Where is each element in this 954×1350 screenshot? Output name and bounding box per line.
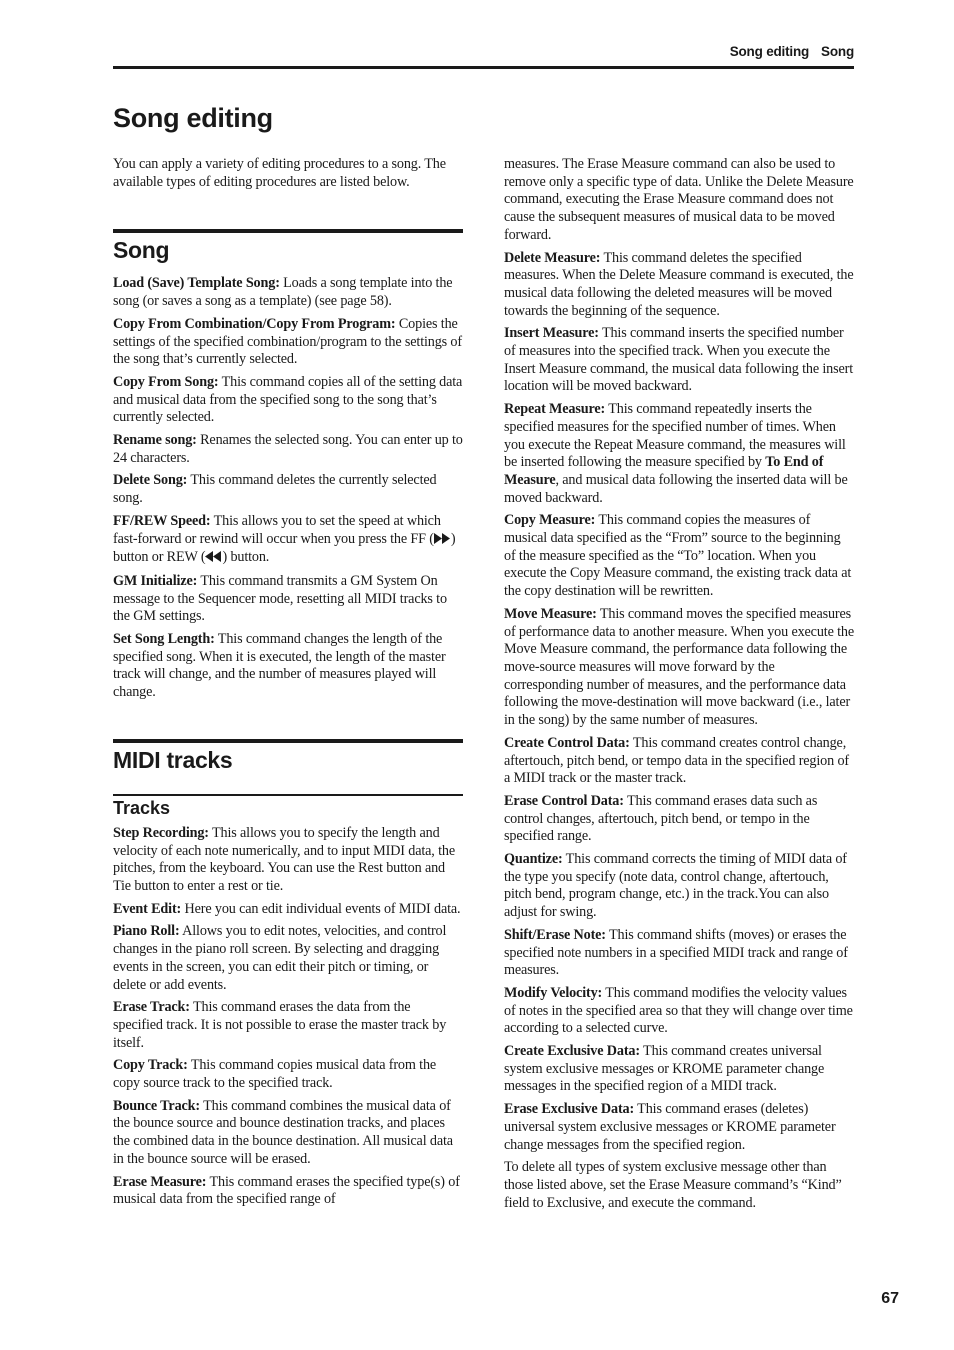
entry-term: Create Control Data: — [504, 734, 630, 751]
entry-text: This command combines the musical data of the bounce source and bounce destination tracks, and places the combined data in the bounce destination. All musical data in the bounce source will be erased. — [113, 1097, 453, 1167]
entry-term: Insert Measure: — [504, 325, 599, 342]
intro-paragraph: You can apply a variety of editing procedures to a song. The available types of editing procedures are listed below. — [113, 156, 446, 190]
song-heading: Song — [113, 237, 170, 264]
entry-text: Renames the selected song. You can enter up to 24 characters. — [113, 432, 463, 466]
entry-set-song-length — [113, 631, 463, 702]
entry-text: Here you can edit individual events of MIDI data. — [181, 900, 461, 917]
entry-emphasis: To End of Measure — [504, 454, 824, 488]
page-title: Song editing — [113, 103, 273, 133]
entry-term: Move Measure: — [504, 605, 597, 622]
entry-copy-measure — [504, 512, 854, 601]
entry-term: GM Initialize: — [113, 572, 198, 589]
entry-text: Copies the settings of the specified combination/program to the settings of the song that’s currently selected. — [113, 315, 462, 368]
entry-quantize — [504, 851, 854, 922]
entry-repeat-measure — [504, 401, 854, 507]
tracks-subheading: Tracks — [113, 797, 171, 818]
entry-shift-erase-note — [504, 927, 854, 980]
entry-ff-rew-speed — [113, 513, 463, 568]
page-number: 67 — [881, 1290, 899, 1307]
entry-text: This command corrects the timing of MIDI data of the type you specify (note data, control change, aftertouch, pitch bend, program change, etc.) in the track.You can also adjust for swing. — [504, 851, 847, 921]
entry-delete-measure — [504, 250, 854, 321]
entry-text: This command modifies the velocity values of notes in the specified area so that they will change over time according to a selected curve. — [504, 984, 853, 1037]
entry-piano-roll — [113, 923, 463, 994]
entry-term: Copy From Song: — [113, 373, 219, 390]
left-column — [113, 156, 463, 1214]
entry-copy-track — [113, 1057, 463, 1092]
entry-term: Erase Exclusive Data: — [504, 1101, 635, 1118]
entry-erase-track — [113, 999, 463, 1052]
entry-text: This allows you to specify the length and velocity of each note numerically, and to input MIDI data, the pitches, from the keyboard. You can use the Rest button and Tie button to enter a rest or tie. — [113, 824, 455, 894]
entry-text: ) button or REW ( — [113, 530, 456, 566]
entry-text: This command copies the measures of musical data specified as the “From” source to the beginning of the measure specified as the “To” location. When you execute the Copy Measure command, the existing track data at the copy destination will be rewritten. — [504, 512, 852, 600]
right-column — [504, 156, 854, 1217]
entry-term: FF/REW Speed: — [113, 512, 211, 529]
midi-tracks-heading: MIDI tracks — [113, 746, 233, 773]
entry-modify-velocity — [504, 985, 854, 1038]
entry-text: ) button. — [222, 549, 270, 566]
entry-text: This command changes the length of the specified song. When it is executed, the length of the master track will change, and the number of measures played will change. — [113, 631, 446, 701]
entry-step-recording — [113, 825, 463, 896]
entry-text: This command transmits a GM System On message to the Sequencer mode, resetting all MIDI tracks to the GM settings. — [113, 572, 447, 625]
entry-gm-initialize — [113, 573, 463, 626]
entry-text: This command shifts (moves) or erases the specified note numbers in a specified MIDI track and range of measures. — [504, 926, 848, 979]
entry-event-edit — [113, 901, 463, 919]
entry-text: Allows you to edit notes, velocities, and control changes in the piano roll screen. By selecting and dragging events in the screen, you can edit their pitch or timing, or delete or add events. — [113, 923, 447, 993]
entry-text: This command erases data such as control changes, aftertouch, pitch bend, or tempo in the specified range. — [504, 792, 818, 845]
entry-term: Create Exclusive Data: — [504, 1043, 640, 1060]
entry-text: This command copies all of the setting data and musical data from the specified song to the song that’s currently selected. — [113, 373, 463, 426]
entry-text: This command moves the specified measures of performance data to another measure. When you execute the Move Measure command, the performance data following the move-source measures will move forward by the corresponding number of measures, and the performance data following the move-destination will move backward (i.e., later in the song) by the same number of measures. — [504, 605, 854, 729]
entry-term: Erase Measure: — [113, 1173, 207, 1190]
entry-term: Copy Track: — [113, 1057, 188, 1074]
running-header — [113, 44, 854, 59]
tracks-subsection — [113, 794, 463, 1209]
erase-measure-continuation: measures. The Erase Measure command can also be used to remove only a specific type of data. Unlike the Delete Measure command, executing the Erase Measure command does not cause the subsequent measures of musical data to be moved forward. — [504, 156, 854, 243]
entry-erase-measure — [113, 1174, 463, 1209]
entry-text: This command repeatedly inserts the specified measures for the specified number of times. When you execute the Repeat Measure command, the measures will be inserted following the measure specified by — [504, 401, 846, 471]
entry-load-template-song — [113, 275, 463, 310]
entry-term: Delete Measure: — [504, 249, 601, 266]
entry-term: Load (Save) Template Song: — [113, 275, 280, 292]
entry-text: This command erases (deletes) universal system exclusive messages or KROME parameter change messages from the specified region. — [504, 1101, 836, 1153]
fast-forward-icon — [434, 532, 451, 550]
entry-term: Modify Velocity: — [504, 984, 603, 1001]
header-section: Song editing — [729, 44, 810, 59]
entry-term: Event Edit: — [113, 900, 182, 917]
entry-delete-song — [113, 472, 463, 507]
entry-text: Loads a song template into the song (or saves a song as a template) (see page 58). — [113, 275, 453, 310]
entry-create-exclusive-data — [504, 1043, 854, 1096]
entry-text: , and musical data following the inserted data will be moved backward. — [504, 471, 848, 506]
entry-rename-song — [113, 432, 463, 467]
entry-text: This allows you to set the speed at which fast-forward or rewind will occur when you press the FF ( — [113, 512, 441, 547]
entry-text: This command erases the data from the specified track. It is not possible to erase the master track by itself. — [113, 999, 447, 1051]
entry-term: Copy Measure: — [504, 512, 596, 529]
entry-erase-exclusive-data — [504, 1101, 854, 1154]
entry-term: Set Song Length: — [113, 631, 215, 648]
entry-term: Rename song: — [113, 432, 197, 449]
entry-text: This command deletes the currently selected song. — [113, 472, 437, 507]
entry-text: This command creates universal system exclusive messages or KROME parameter change messages in the specified region of a MIDI track. — [504, 1043, 825, 1095]
entry-text: This command deletes the specified measures. When the Delete Measure command is executed, the musical data following the deleted measures will be moved towards the beginning of the sequence. — [504, 249, 854, 319]
entry-text: This command copies musical data from the copy source track to the specified track. — [113, 1057, 437, 1092]
entry-term: Repeat Measure: — [504, 401, 606, 418]
header-subsection: Song — [821, 44, 854, 59]
entry-text: This command inserts the specified number of measures into the specified track. When you execute the Insert Measure command, the musical data following the insert location will be moved backward. — [504, 325, 853, 395]
entry-term: Piano Roll: — [113, 923, 180, 940]
entry-term: Copy From Combination/Copy From Program: — [113, 315, 396, 332]
entry-bounce-track — [113, 1098, 463, 1169]
entry-insert-measure — [504, 325, 854, 396]
entry-text: This command erases the specified type(s) of musical data from the specified range of — [113, 1173, 460, 1208]
entry-move-measure — [504, 606, 854, 730]
midi-tracks-section — [113, 739, 463, 1209]
entry-text: This command creates control change, aftertouch, pitch bend, or tempo data in the specified region of a MIDI track or the master track. — [504, 734, 849, 787]
entry-term: Delete Song: — [113, 472, 188, 489]
entry-term: Erase Control Data: — [504, 792, 624, 809]
entry-term: Erase Track: — [113, 999, 190, 1016]
entry-erase-control-data — [504, 793, 854, 846]
rewind-icon — [205, 550, 222, 568]
header-rule — [113, 66, 854, 69]
closing-paragraph: To delete all types of system exclusive message other than those listed above, set the Erase Measure command’s “Kind” field to Exclusive, and execute the command. — [504, 1159, 842, 1211]
entry-term: Shift/Erase Note: — [504, 926, 606, 943]
entry-copy-from-combination — [113, 316, 463, 369]
song-section — [113, 229, 463, 701]
entry-term: Step Recording: — [113, 824, 209, 841]
entry-copy-from-song — [113, 374, 463, 427]
entry-term: Bounce Track: — [113, 1097, 200, 1114]
entry-create-control-data — [504, 735, 854, 788]
entry-term: Quantize: — [504, 851, 563, 868]
